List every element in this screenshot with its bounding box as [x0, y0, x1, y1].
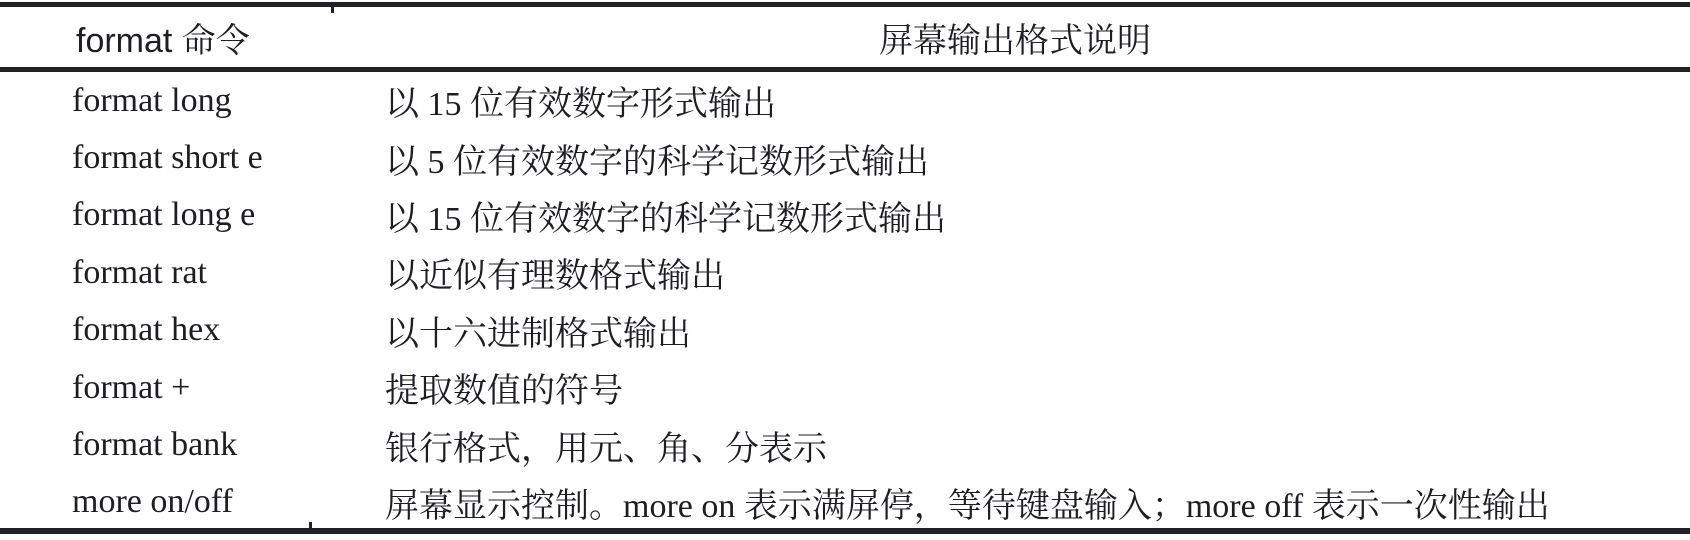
table-row: [0, 416, 1690, 473]
table-row: [0, 474, 1690, 531]
cell-description: 提取数值的符号: [385, 373, 623, 411]
table-row: [0, 129, 1690, 186]
cell-command: format hex: [72, 311, 221, 349]
table-row: [0, 72, 1690, 129]
table-body: [0, 72, 1690, 531]
cell-command: format long: [72, 81, 232, 119]
cell-command: format rat: [72, 253, 207, 291]
cell-description: 以 5 位有效数字的科学记数形式输出: [385, 143, 929, 181]
cell-description: 屏幕显示控制。more on 表示满屏停，等待键盘输入；more off 表示一次性输出: [385, 487, 1550, 525]
table-header-row: [0, 7, 1690, 67]
cell-description: 以 15 位有效数字的科学记数形式输出: [385, 200, 946, 238]
cell-description: 以 15 位有效数字形式输出: [385, 86, 776, 124]
cell-command: format bank: [72, 426, 238, 464]
table-bottom-rule: [0, 528, 1690, 534]
table-row: [0, 187, 1690, 244]
cell-description: 以十六进制格式输出: [385, 315, 691, 353]
cell-command: format short e: [72, 139, 263, 177]
cell-description: 银行格式，用元、角、分表示: [385, 430, 827, 468]
table-row: [0, 359, 1690, 416]
header-cell-description: 屏幕输出格式说明: [879, 21, 1151, 60]
table-row: [0, 302, 1690, 359]
cell-command: more on/off: [72, 483, 233, 521]
cell-command: format +: [72, 368, 191, 406]
table-row: [0, 244, 1690, 301]
header-cell-command: format 命令: [76, 21, 250, 60]
cell-description: 以近似有理数格式输出: [385, 258, 725, 296]
cell-command: format long e: [72, 196, 256, 234]
